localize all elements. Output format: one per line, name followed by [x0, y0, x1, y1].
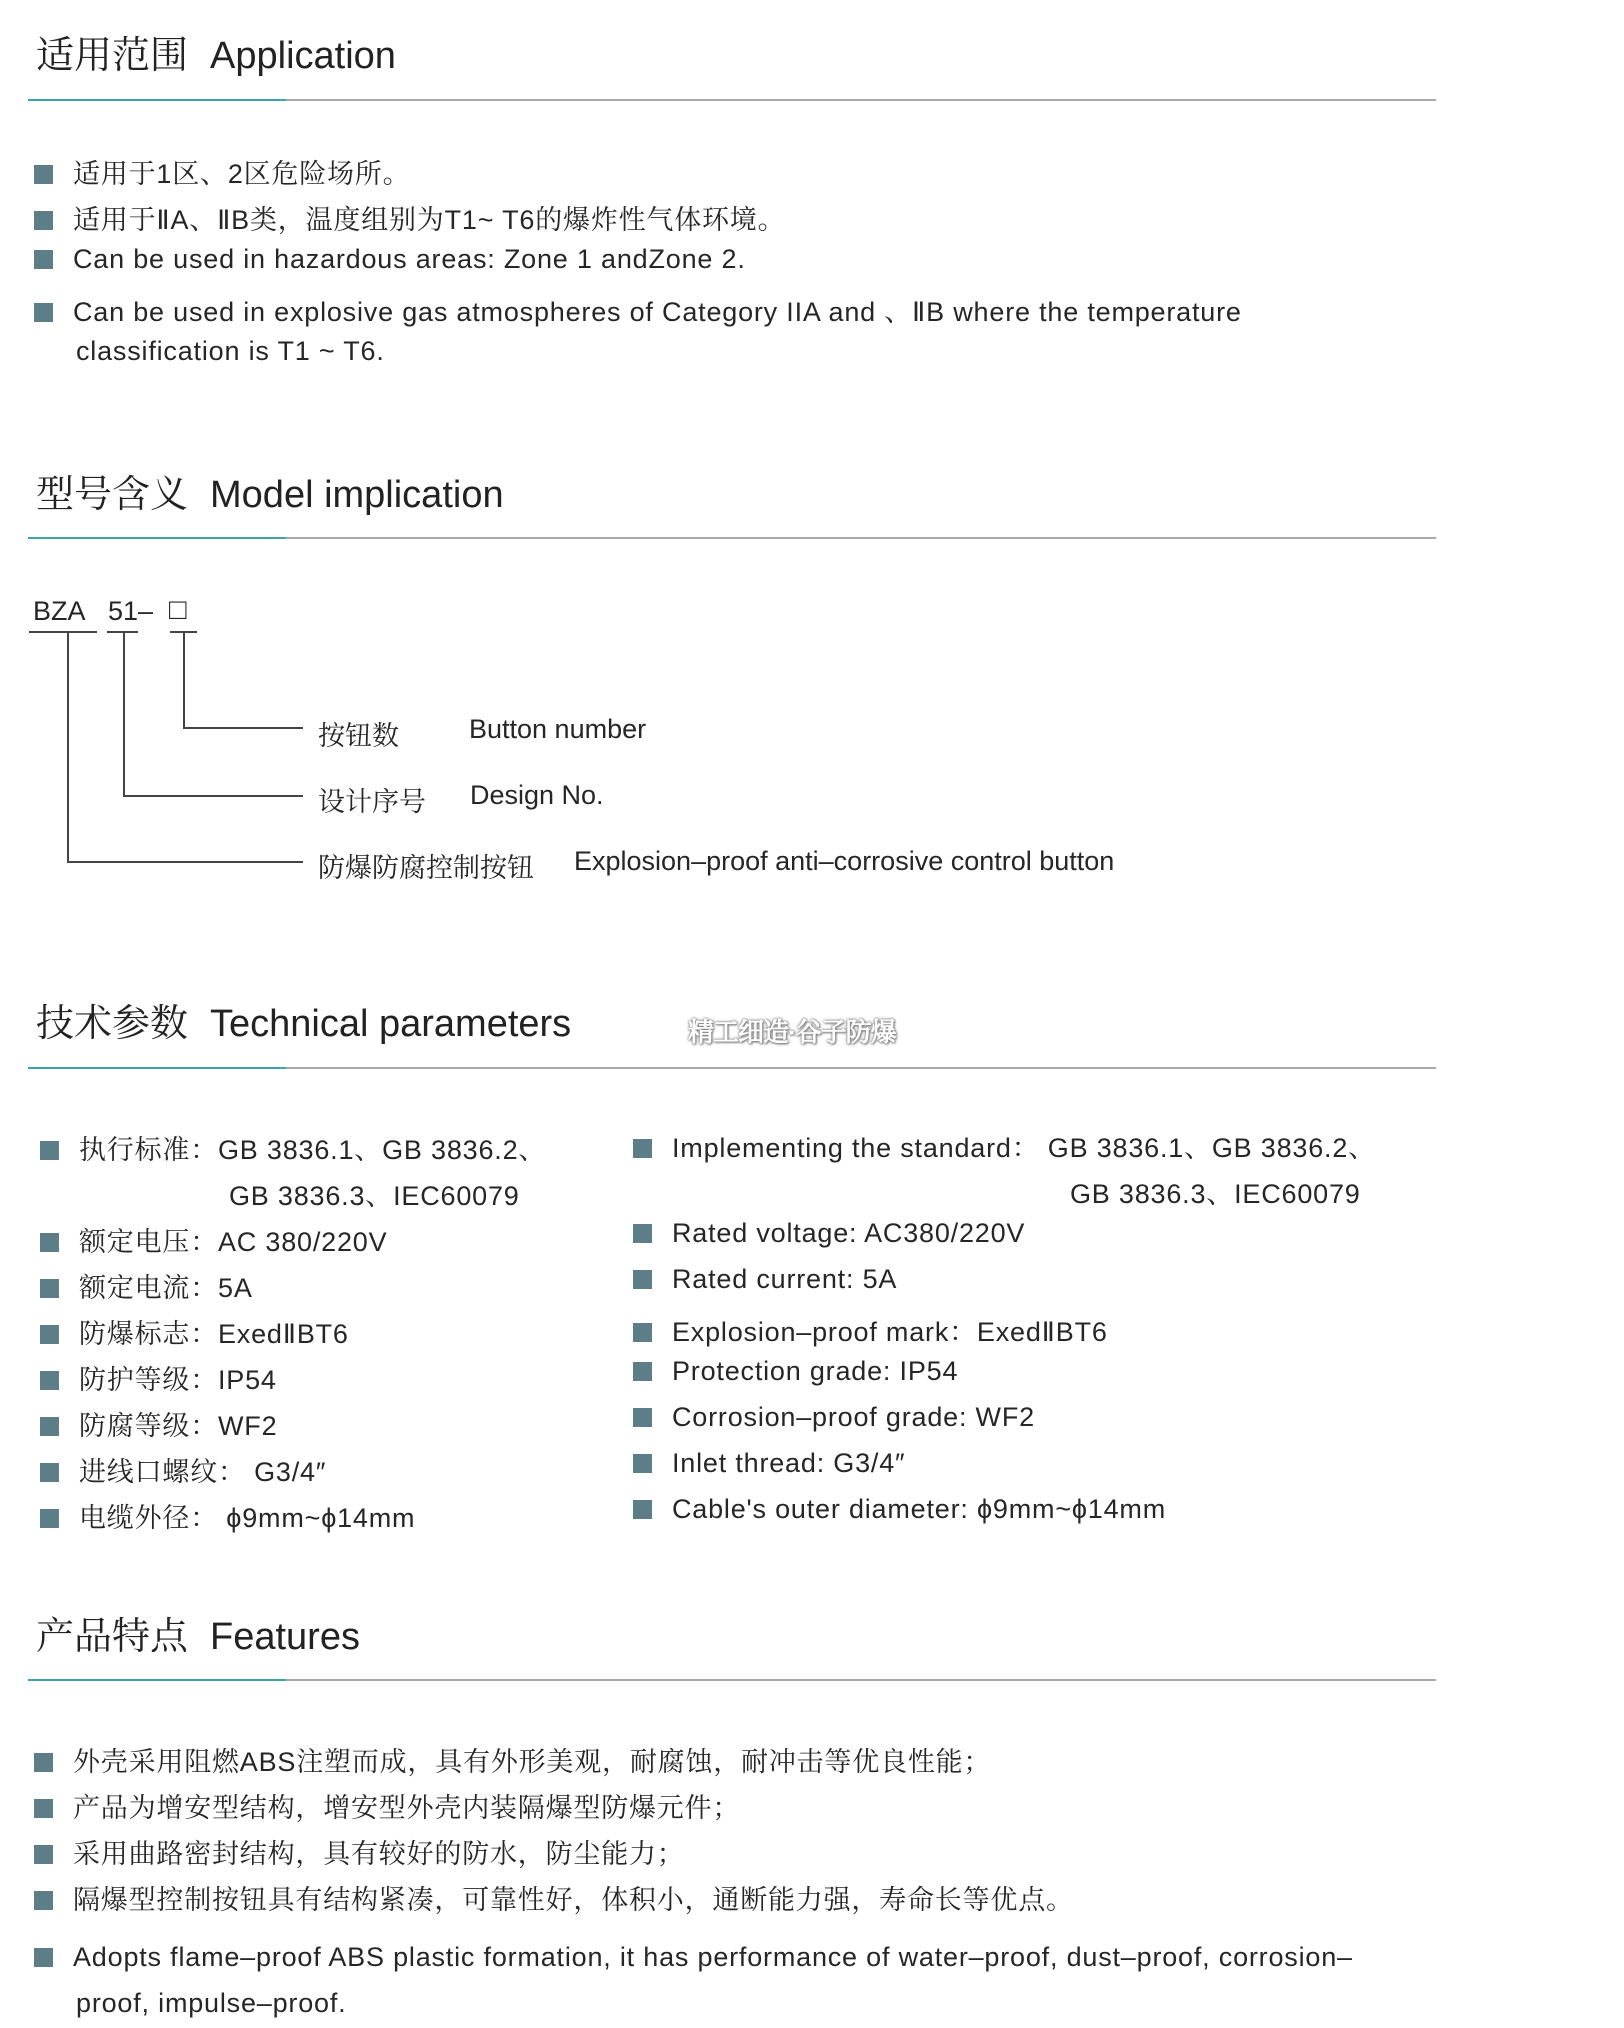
bullet-square-icon	[40, 1279, 59, 1298]
section-divider	[28, 1067, 1436, 1069]
bullet-square-icon	[40, 1141, 59, 1160]
bullet-square-icon	[633, 1323, 652, 1342]
section-title-features	[36, 1605, 360, 1660]
bullet-square-icon	[40, 1325, 59, 1344]
bullet-square-icon	[34, 211, 53, 230]
param-item: 额定电流：5A	[40, 1266, 253, 1305]
list-item: 适用于1区、2区危险场所。	[34, 152, 410, 191]
bullet-square-icon	[40, 1233, 59, 1252]
model-label-cn: 防爆防腐控制按钮	[318, 853, 534, 883]
param-item: Rated voltage: AC380/220V	[633, 1218, 1025, 1249]
list-item: 产品为增安型结构，增安型外壳内装隔爆型防爆元件；	[34, 1786, 740, 1825]
param-item: Rated current: 5A	[633, 1264, 897, 1295]
bullet-square-icon	[633, 1362, 652, 1381]
bullet-square-icon	[633, 1139, 652, 1158]
param-item: Implementing the standard： GB 3836.1、GB 3836.2、	[633, 1126, 1376, 1165]
param-item: 防爆标志：ExedⅡBT6	[40, 1312, 349, 1351]
bullet-square-icon	[34, 1948, 53, 1967]
section-title-en: Technical parameters	[210, 1003, 572, 1045]
list-item: Can be used in hazardous areas: Zone 1 andZone 2.	[34, 244, 746, 275]
connector-line	[183, 727, 303, 729]
model-label-en: Design No.	[470, 780, 604, 810]
model-label-en: Button number	[469, 714, 647, 744]
model-label-cn: 按钮数	[318, 721, 399, 751]
section-title-en: Features	[210, 1616, 360, 1658]
section-title-en: Model implication	[210, 474, 504, 516]
section-title-technical	[36, 992, 571, 1047]
bullet-square-icon	[34, 303, 53, 322]
bullet-square-icon	[34, 165, 53, 184]
bullet-square-icon	[34, 1753, 53, 1772]
bullet-square-icon	[34, 1845, 53, 1864]
bullet-square-icon	[40, 1417, 59, 1436]
list-item: 适用于ⅡA、ⅡB类，温度组别为T1~ T6的爆炸性气体环境。	[34, 198, 785, 237]
bullet-square-icon	[633, 1454, 652, 1473]
connector-line	[67, 861, 303, 863]
bullet-square-icon	[40, 1463, 59, 1482]
model-code-box: □	[169, 594, 187, 626]
list-item: Can be used in explosive gas atmospheres of Category IIA and 、ⅡB where the temperature	[34, 290, 1242, 329]
bullet-square-icon	[40, 1371, 59, 1390]
list-item-continuation: proof, impulse–proof.	[76, 1988, 347, 2018]
param-item: Explosion–proof mark：ExedⅡBT6	[633, 1310, 1108, 1349]
param-item: Protection grade: IP54	[633, 1356, 958, 1387]
connector-line	[183, 633, 185, 729]
bullet-square-icon	[633, 1224, 652, 1243]
section-title-cn: 技术参数	[36, 1003, 189, 1045]
bullet-square-icon	[40, 1509, 59, 1528]
param-item: 进线口螺纹： G3/4″	[40, 1450, 326, 1489]
connector-line	[123, 633, 125, 797]
param-item: 防护等级：IP54	[40, 1358, 277, 1397]
model-label-en: Explosion–proof anti–corrosive control button	[574, 846, 1115, 876]
bullet-square-icon	[34, 250, 53, 269]
param-item: Inlet thread: G3/4″	[633, 1448, 905, 1479]
section-title-model	[36, 463, 504, 518]
section-title-cn: 型号含义	[36, 474, 189, 516]
list-item: 外壳采用阻燃ABS注塑而成，具有外形美观，耐腐蚀，耐冲击等优良性能；	[34, 1740, 991, 1779]
param-item: 额定电压：AC 380/220V	[40, 1220, 387, 1259]
section-divider	[28, 1679, 1436, 1681]
param-item: 电缆外径： ϕ9mm~ϕ14mm	[40, 1496, 415, 1535]
param-item-continuation: GB 3836.3、IEC60079	[1070, 1179, 1361, 1209]
list-item: 采用曲路密封结构，具有较好的防水，防尘能力；	[34, 1832, 685, 1871]
model-label-cn: 设计序号	[318, 787, 426, 817]
section-title-en: Application	[210, 35, 396, 77]
param-item: Cable's outer diameter: ϕ9mm~ϕ14mm	[633, 1494, 1166, 1525]
underline-bza	[29, 631, 97, 633]
bullet-square-icon	[34, 1891, 53, 1910]
bullet-square-icon	[633, 1408, 652, 1427]
section-title-cn: 产品特点	[36, 1616, 189, 1658]
model-code-bza: BZA	[33, 596, 86, 626]
bullet-square-icon	[633, 1500, 652, 1519]
list-item: Adopts flame–proof ABS plastic formation, it has performance of water–proof, dust–proof, corrosion–	[34, 1942, 1353, 1973]
section-divider	[28, 537, 1436, 539]
section-title-application	[36, 24, 396, 79]
bullet-square-icon	[34, 1799, 53, 1818]
watermark-logo: 精工细造·谷子防爆	[688, 1017, 896, 1047]
connector-line	[123, 795, 303, 797]
bullet-square-icon	[633, 1270, 652, 1289]
list-item-continuation: classification is T1 ~ T6.	[76, 336, 385, 366]
connector-line	[67, 633, 69, 863]
param-item: Corrosion–proof grade: WF2	[633, 1402, 1035, 1433]
param-item: 防腐等级：WF2	[40, 1404, 277, 1443]
param-item: 执行标准：GB 3836.1、GB 3836.2、	[40, 1128, 546, 1167]
model-code-51: 51–	[108, 596, 154, 626]
section-divider	[28, 99, 1436, 101]
list-item: 隔爆型控制按钮具有结构紧凑，可靠性好，体积小，通断能力强，寿命长等优点。	[34, 1878, 1074, 1917]
param-item-continuation: GB 3836.3、IEC60079	[229, 1181, 520, 1211]
section-title-cn: 适用范围	[36, 35, 189, 77]
